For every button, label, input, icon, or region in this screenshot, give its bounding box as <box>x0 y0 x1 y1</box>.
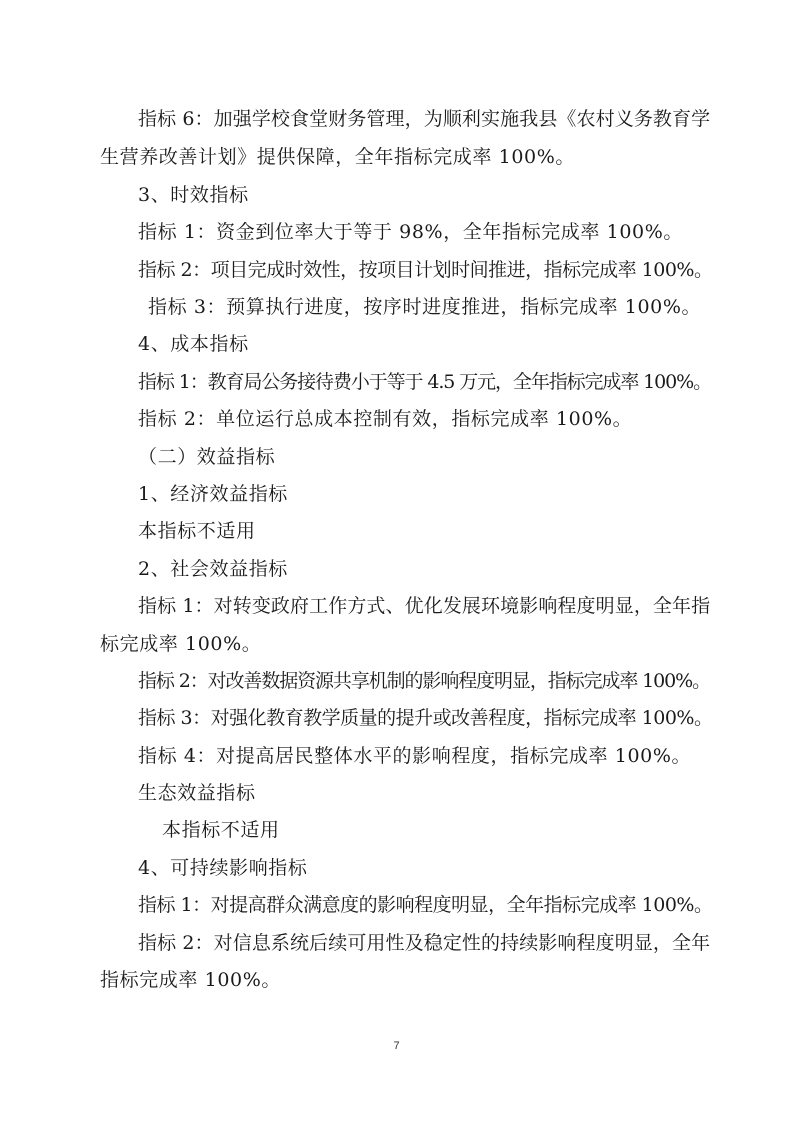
paragraph-social-2: 指标 2：对改善数据资源共享机制的影响程度明显，指标完成率 100%。 <box>138 670 710 692</box>
paragraph-social-1-line-1: 指标 1：对转变政府工作方式、优化发展环境影响程度明显，全年指 <box>138 595 711 617</box>
paragraph-timeliness-2: 指标 2：项目完成时效性，按项目计划时间推进，指标完成率 100%。 <box>138 259 713 281</box>
paragraph-social-3: 指标 3：对强化教育教学质量的提升或改善程度，指标完成率 100%。 <box>138 707 713 729</box>
subsection-heading-ecological: 生态效益指标 <box>138 782 256 804</box>
paragraph-sustainable-1: 指标 1：对提高群众满意度的影响程度明显，全年指标完成率 100%。 <box>138 894 713 916</box>
paragraph-ecological-na: 本指标不适用 <box>162 819 280 841</box>
subsection-heading-social: 2、社会效益指标 <box>138 558 288 580</box>
paragraph-economic-na: 本指标不适用 <box>138 520 256 542</box>
paragraph-indicator-6-line-2: 生营养改善计划》提供保障，全年指标完成率 100%。 <box>100 146 575 168</box>
paragraph-cost-1: 指标 1：教育局公务接待费小于等于 4.5 万元，全年指标完成率 100%。 <box>138 371 711 393</box>
paragraph-timeliness-3: 指标 3：预算执行进度，按序时进度推进，指标完成率 100%。 <box>148 296 702 318</box>
paragraph-social-1-line-2: 标完成率 100%。 <box>100 633 262 655</box>
paragraph-indicator-6-line-1: 指标 6：加强学校食堂财务管理，为顺利实施我县《农村义务教育学 <box>138 108 711 130</box>
section-heading-benefit: （二）效益指标 <box>138 446 276 468</box>
section-heading-cost: 4、成本指标 <box>138 333 249 355</box>
paragraph-timeliness-1: 指标 1：资金到位率大于等于 98%，全年指标完成率 100%。 <box>138 221 683 243</box>
section-heading-timeliness: 3、时效指标 <box>138 184 249 206</box>
paragraph-sustainable-2-line-1: 指标 2：对信息系统后续可用性及稳定性的持续影响程度明显，全年 <box>138 932 711 954</box>
paragraph-social-4: 指标 4：对提高居民整体水平的影响程度，指标完成率 100%。 <box>138 745 692 767</box>
paragraph-sustainable-2-line-2: 指标完成率 100%。 <box>100 969 281 991</box>
subsection-heading-sustainable: 4、可持续影响指标 <box>138 857 308 879</box>
subsection-heading-economic: 1、经济效益指标 <box>138 483 288 505</box>
page-number: 7 <box>393 1040 400 1052</box>
paragraph-cost-2: 指标 2：单位运行总成本控制有效，指标完成率 100%。 <box>138 408 633 430</box>
